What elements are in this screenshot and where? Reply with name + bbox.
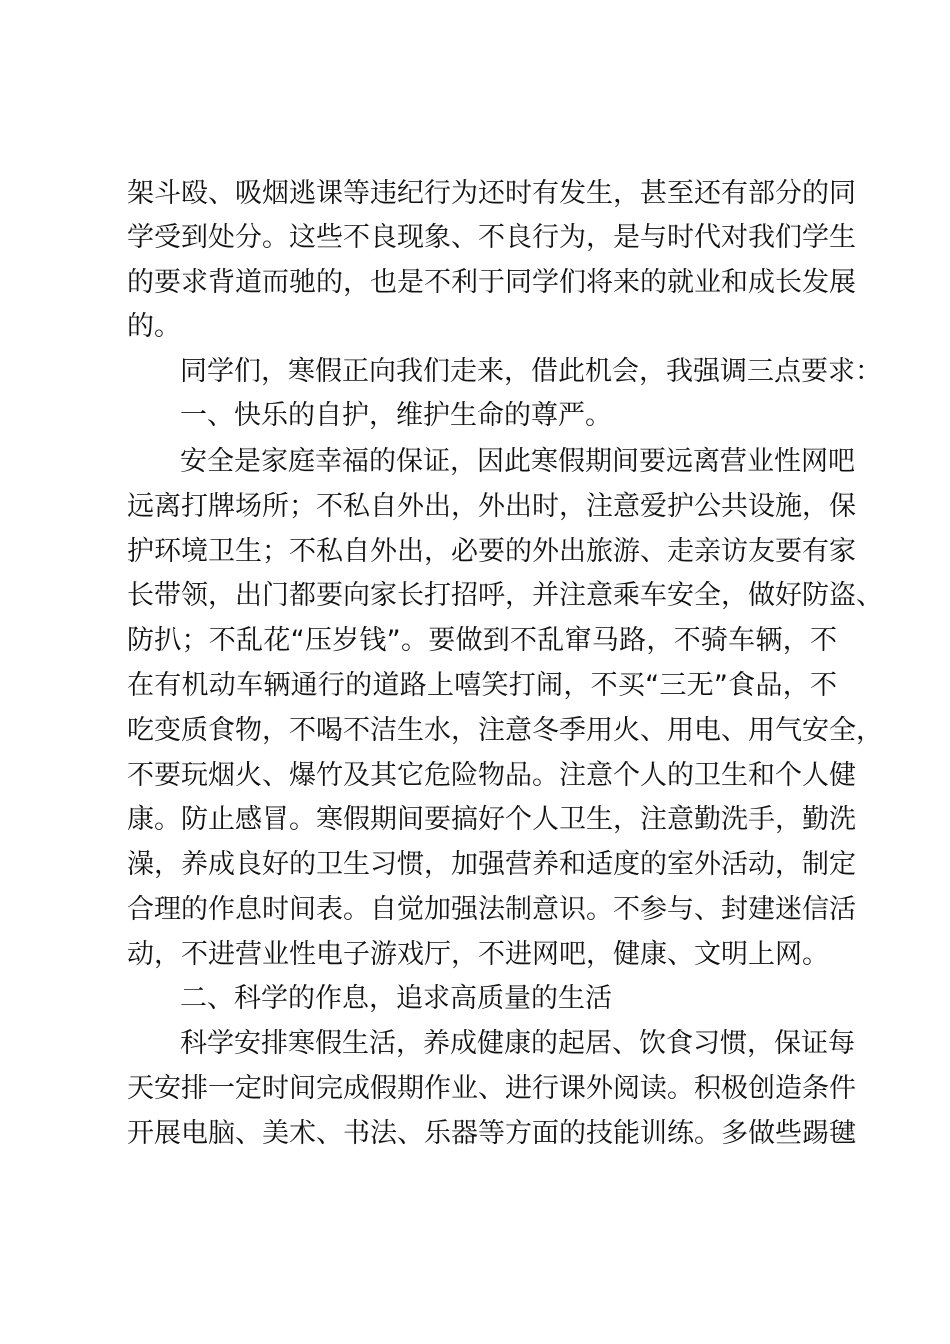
paragraph-line: 长带领，出门都要向家长打招呼，并注意乘车安全，做好防盗、 — [127, 580, 883, 611]
section-heading: 一、快乐的自护，维护生命的尊严。 — [180, 400, 612, 431]
paragraph-line: 科学安排寒假生活，养成健康的起居、饮食习惯，保证每 — [180, 1028, 855, 1059]
paragraph-line: 防扒；不乱花“压岁钱”。要做到不乱窜马路，不骑车辆，不 — [127, 625, 837, 656]
paragraph-line: 在有机动车辆通行的道路上嘻笑打闹，不买“三无”食品，不 — [127, 670, 837, 701]
paragraph-line: 动，不进营业性电子游戏厅，不进网吧，健康、文明上网。 — [127, 939, 829, 970]
paragraph-line: 天安排一定时间完成假期作业、进行课外阅读。积极创造条件 — [127, 1073, 856, 1104]
paragraph-line: 学受到处分。这些不良现象、不良行为，是与时代对我们学生 — [127, 222, 856, 253]
paragraph-line: 不要玩烟火、爆竹及其它危险物品。注意个人的卫生和个人健 — [127, 760, 856, 791]
paragraph-line: 同学们，寒假正向我们走来，借此机会，我强调三点要求： — [180, 356, 882, 387]
paragraph-line: 澡，养成良好的卫生习惯，加强营养和适度的室外活动，制定 — [127, 849, 856, 880]
paragraph-line: 合理的作息时间表。自觉加强法制意识。不参与、封建迷信活 — [127, 894, 856, 925]
paragraph-line: 开展电脑、美术、书法、乐器等方面的技能训练。多做些踢毽 — [127, 1118, 856, 1149]
paragraph-line: 吃变质食物，不喝不洁生水，注意冬季用火、用电、用气安全， — [127, 715, 883, 746]
paragraph-line: 远离打牌场所；不私自外出，外出时，注意爱护公共设施，保 — [127, 491, 856, 522]
section-heading: 二、科学的作息，追求高质量的生活 — [180, 983, 612, 1014]
paragraph-line: 安全是家庭幸福的保证，因此寒假期间要远离营业性网吧 — [180, 446, 855, 477]
paragraph-line: 康。防止感冒。寒假期间要搞好个人卫生，注意勤洗手，勤洗 — [127, 804, 856, 835]
paragraph-line: 架斗殴、吸烟逃课等违纪行为还时有发生，甚至还有部分的同 — [127, 178, 856, 209]
paragraph-line: 的要求背道而驰的，也是不利于同学们将来的就业和成长发展 — [127, 267, 856, 298]
paragraph-line: 护环境卫生；不私自外出，必要的外出旅游、走亲访友要有家 — [127, 536, 856, 567]
paragraph-line: 的。 — [127, 311, 181, 342]
